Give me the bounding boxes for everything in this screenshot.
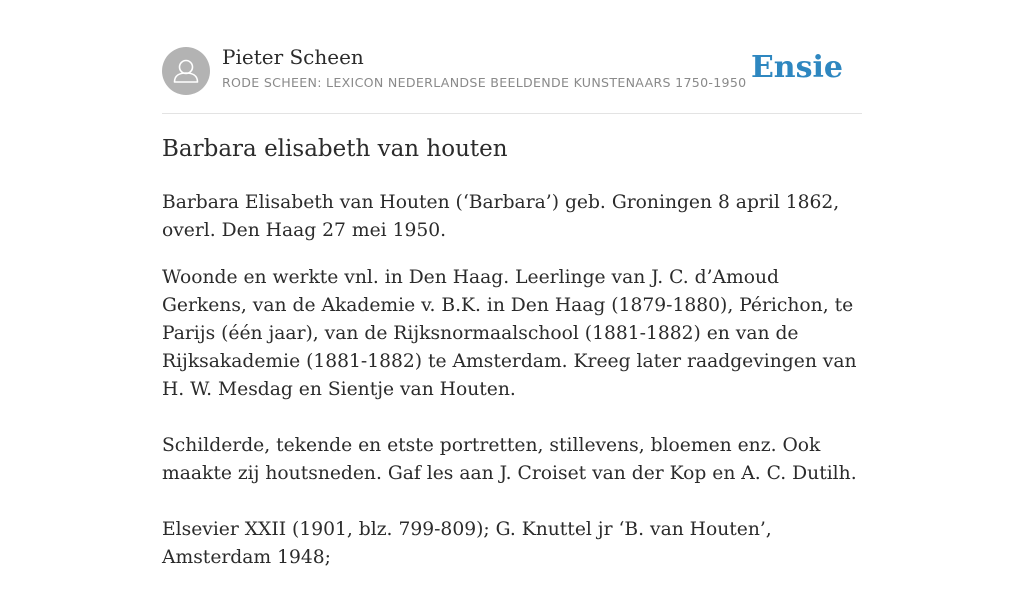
author-name[interactable]: Pieter Scheen (222, 45, 364, 69)
paragraph-education: Woonde en werkte vnl. in Den Haag. Leerlinge van J. C. d’Amoud Gerkens, van de Akademie v. B.K. in Den Haag (1879-1880), Périchon, te Parijs (één jaar), van de Rijksnormaalschool (1881-1882) en van de Rijksakademie (1881-1882) te Amsterdam. Kreeg later raadgevingen van H. W. Mesdag en Sientje van Houten. (162, 267, 857, 400)
article-header (162, 0, 862, 114)
brand-logo[interactable]: Ensie (750, 50, 843, 85)
paragraph-references: Elsevier XXII (1901, blz. 799-809); G. Knuttel jr ‘B. van Houten’, Amsterdam 1948; (162, 519, 772, 568)
user-icon (162, 47, 210, 95)
paragraph-work: Schilderde, tekende en etste portretten, stillevens, bloemen enz. Ook maakte zij houtsneden. Gaf les aan J. Croiset van der Kop en A. C. Dutilh. (162, 435, 857, 484)
paragraph-birth: Barbara Elisabeth van Houten (‘Barbara’) geb. Groningen 8 april 1862, overl. Den Haag 27 mei 1950. (162, 192, 840, 241)
avatar[interactable] (162, 47, 210, 95)
article-body (162, 189, 862, 591)
article-card (162, 0, 862, 568)
source-title[interactable]: RODE SCHEEN: LEXICON NEDERLANDSE BEELDENDE KUNSTENAARS 1750-1950 (222, 75, 747, 90)
article-title: Barbara elisabeth van houten (162, 136, 508, 162)
